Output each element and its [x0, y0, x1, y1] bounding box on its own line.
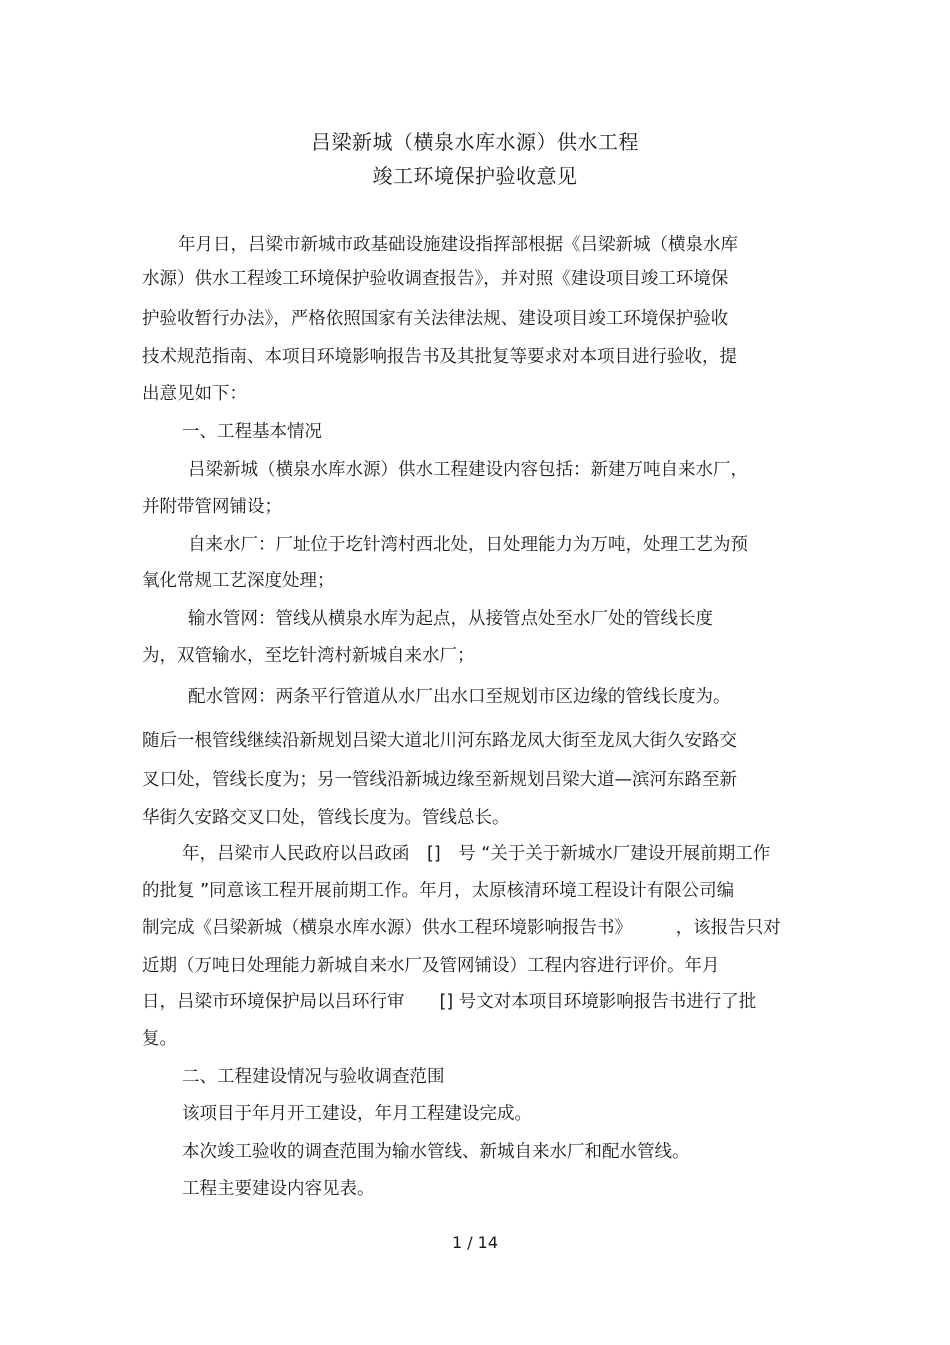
paragraph-line: 近期（万吨日处理能力新城自来水厂及管网铺设）工程内容进行评价。年月	[142, 956, 720, 976]
paragraph-line: 自来水厂：厂址位于圪针湾村西北处，日处理能力为万吨，处理工艺为预	[188, 535, 748, 555]
paragraph-line: 工程主要建设内容见表。	[182, 1179, 375, 1199]
paragraph-line: 输水管网：管线从横泉水库为起点，从接管点处至水厂处的管线长度	[188, 609, 713, 629]
paragraph-line: 出意见如下：	[142, 384, 247, 404]
paragraph-line: 并附带管网铺设；	[142, 497, 282, 517]
paragraph-line: 水源）供水工程竣工环境保护验收调查报告》，并对照《建设项目竣工环境保	[142, 269, 729, 289]
section-heading: 一、工程基本情况	[182, 422, 322, 442]
paragraph-line: 年，吕梁市人民政府以吕政函 [] 号 “关于关于新城水厂建设开展前期工作	[182, 844, 771, 864]
paragraph-line: 本次竣工验收的调查范围为输水管线、新城自来水厂和配水管线。	[182, 1142, 690, 1162]
paragraph-line: 制完成《吕梁新城（横泉水库水源）供水工程环境影响报告书》 ，该报告只对	[142, 918, 781, 938]
paragraph-line: 叉口处，管线长度为；另一管线沿新城边缘至新规划吕梁大道—滨河东路至新	[142, 770, 737, 790]
paragraph-line: 吕梁新城（横泉水库水源）供水工程建设内容包括：新建万吨自来水厂，	[188, 460, 748, 480]
page-number: 1 / 14	[451, 1233, 499, 1252]
paragraph-line: 年月日，吕梁市新城市政基础设施建设指挥部根据《吕梁新城（横泉水库	[178, 235, 738, 255]
document-title-line-2: 竣工环境保护验收意见	[372, 164, 578, 188]
paragraph-line: 的批复 ”同意该工程开展前期工作。年月，太原核清环境工程设计有限公司编	[142, 881, 735, 901]
paragraph-line: 配水管网：两条平行管道从水厂出水口至规划市区边缘的管线长度为。	[188, 687, 731, 707]
document-title-line-1: 吕梁新城（横泉水库水源）供水工程	[311, 130, 639, 154]
paragraph-line: 随后一根管线继续沿新规划吕梁大道北川河东路龙凤大街至龙凤大街久安路交	[142, 731, 737, 751]
paragraph-line: 氧化常规工艺深度处理；	[142, 571, 335, 591]
paragraph-line: 该项目于年月开工建设，年月工程建设完成。	[182, 1104, 532, 1124]
section-heading: 二、工程建设情况与验收调查范围	[182, 1067, 445, 1087]
paragraph-line: 日，吕梁市环境保护局以吕环行审 [] 号文对本项目环境影响报告书进行了批	[142, 992, 757, 1012]
paragraph-line: 复。	[142, 1029, 177, 1049]
paragraph-line: 为，双管输水，至圪针湾村新城自来水厂；	[142, 646, 475, 666]
paragraph-line: 华街久安路交叉口处，管线长度为。管线总长。	[142, 808, 510, 828]
paragraph-line: 技术规范指南、本项目环境影响报告书及其批复等要求对本项目进行验收，提	[142, 347, 737, 367]
paragraph-line: 护验收暂行办法》，严格依照国家有关法律法规、建设项目竣工环境保护验收	[142, 309, 729, 329]
